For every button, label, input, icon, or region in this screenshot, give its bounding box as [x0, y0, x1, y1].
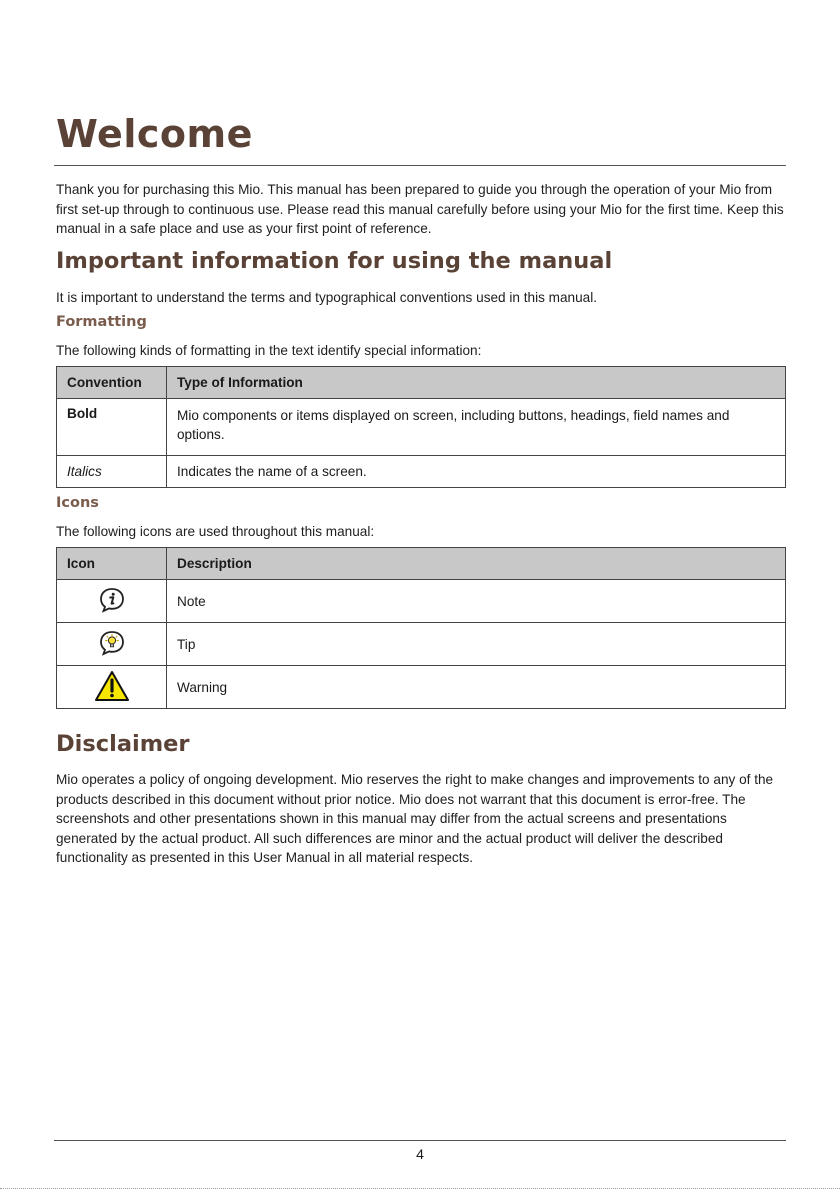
note-icon-cell — [57, 580, 167, 623]
table-row — [57, 623, 786, 666]
footer-divider — [54, 1140, 786, 1141]
bold-description: Mio components or items displayed on screen, including buttons, headings, field names and options. — [167, 399, 786, 456]
formatting-paragraph: The following kinds of formatting in the text identify special information: — [56, 343, 482, 358]
formatting-table — [56, 366, 786, 488]
formatting-section — [56, 312, 786, 361]
table-row — [57, 399, 786, 456]
icons-table — [56, 547, 786, 709]
disclaimer-heading: Disclaimer — [56, 731, 190, 757]
icon-header: Icon — [57, 548, 167, 580]
convention-bold: Bold — [57, 399, 167, 456]
lightbulb-tip-icon — [97, 629, 127, 657]
title-divider — [54, 165, 786, 166]
convention-header: Convention — [57, 367, 167, 399]
icons-paragraph: The following icons are used throughout this manual: — [56, 524, 375, 539]
intro-section — [56, 180, 786, 239]
italics-description: Indicates the name of a screen. — [167, 456, 786, 488]
important-heading: Important information for using the manual — [56, 248, 613, 274]
info-note-icon — [97, 586, 127, 614]
description-header: Description — [167, 548, 786, 580]
important-section — [56, 246, 786, 308]
tip-description: Tip — [167, 623, 786, 666]
warning-icon-cell — [57, 666, 167, 709]
page-title: Welcome — [56, 112, 253, 156]
table-row — [57, 580, 786, 623]
table-header-row — [57, 548, 786, 580]
page-bottom-edge — [0, 1188, 840, 1189]
convention-italics: Italics — [57, 456, 167, 488]
table-row — [57, 456, 786, 488]
icons-section — [56, 493, 786, 542]
table-row — [57, 666, 786, 709]
formatting-heading: Formatting — [56, 314, 147, 330]
warning-description: Warning — [167, 666, 786, 709]
disclaimer-paragraph: Mio operates a policy of ongoing development. Mio reserves the right to make changes and improvements to any of the products described in this document without prior notice. Mio does not warrant that this document is error-free. The screenshots and other presentations shown in this manual may differ from the actual screens and presentations generated by the actual product. All such differences are minor and the actual product will deliver the described functionality as presented in this User Manual in all material respects. — [56, 772, 774, 866]
icons-heading: Icons — [56, 495, 99, 511]
tip-icon-cell — [57, 623, 167, 666]
intro-paragraph: Thank you for purchasing this Mio. This manual has been prepared to guide you through the operation of your Mio from first set-up through to continuous use. Please read this manual carefully before using your Mio for the first time. Keep this manual in a safe place and use as your first point of reference. — [56, 182, 784, 237]
disclaimer-section — [56, 729, 786, 868]
warning-triangle-icon — [94, 670, 130, 702]
note-description: Note — [167, 580, 786, 623]
table-header-row — [57, 367, 786, 399]
important-paragraph: It is important to understand the terms and typographical conventions used in this manual. — [56, 290, 598, 305]
type-of-information-header: Type of Information — [167, 367, 786, 399]
page-number: 4 — [416, 1146, 424, 1162]
